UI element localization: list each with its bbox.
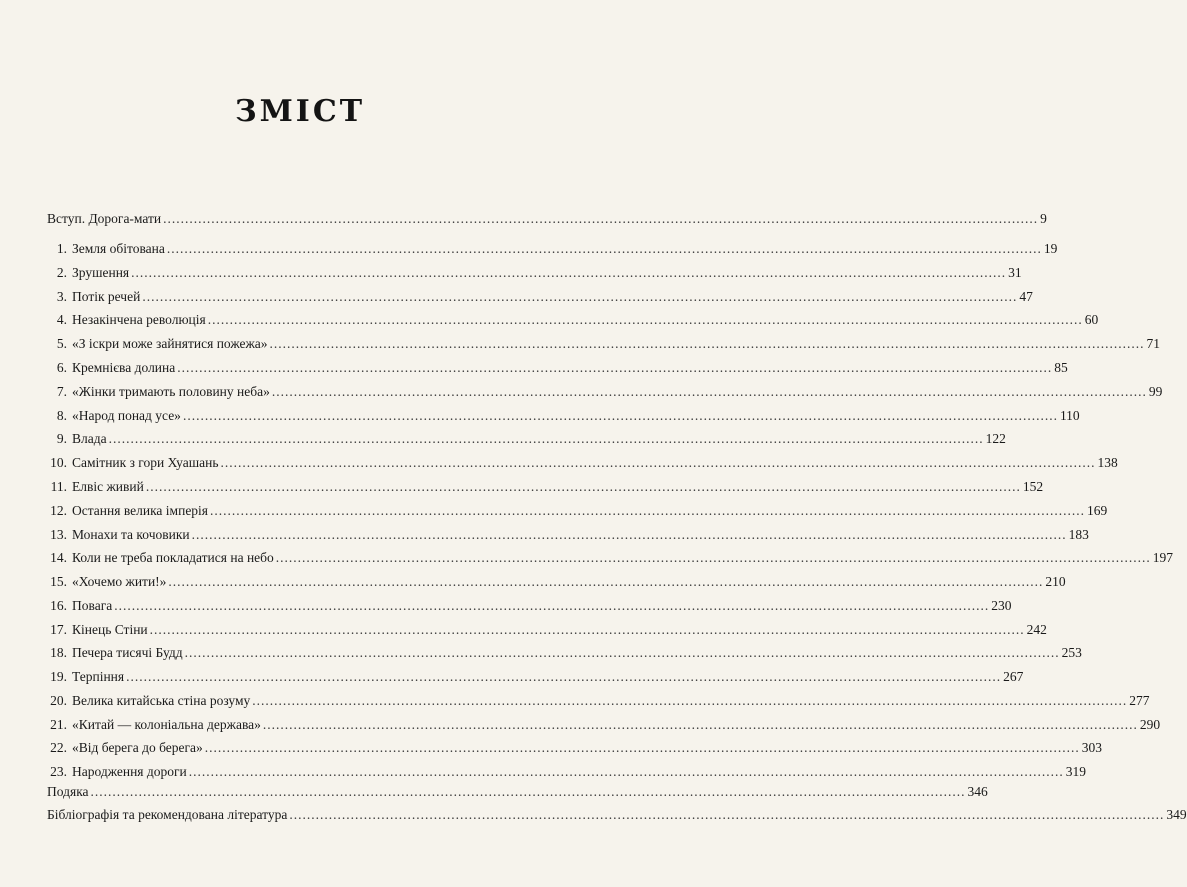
- toc-entry-line: [72, 666, 1024, 688]
- toc-entry-page: 197: [1152, 550, 1174, 565]
- toc-entry-line: [72, 262, 1022, 284]
- toc-entry-line: [72, 357, 1068, 379]
- toc-leader-dots: ........................................................................................................................................................................................................: [204, 740, 1080, 755]
- toc-entry-title: Остання велика імперія: [72, 503, 209, 518]
- toc-entry: [0, 690, 1150, 712]
- toc-leader-dots: ........................................................................................................................................................................................................: [184, 645, 1060, 660]
- toc-entry-title: «Китай — колоніальна держава»: [72, 717, 261, 732]
- toc-entry-page: 99: [1148, 384, 1163, 399]
- toc-entry-page: 31: [1008, 265, 1022, 280]
- toc-leader-dots: ........................................................................................................................................................................................................: [108, 431, 984, 446]
- toc-entry-title: Вступ. Дорога-мати: [47, 211, 162, 226]
- toc-entry: [0, 452, 1118, 474]
- toc-entry: [0, 619, 1047, 641]
- toc-leader-dots: ........................................................................................................................................................................................................: [168, 574, 1044, 589]
- toc-leader-dots: ........................................................................................................................................................................................................: [275, 550, 1151, 565]
- toc-entry-page: 19: [1043, 241, 1058, 256]
- toc-entry-page: 110: [1059, 408, 1080, 423]
- toc-entry-number: 1.: [56, 241, 67, 256]
- toc-entry-page: 169: [1087, 503, 1108, 518]
- toc-entry: [0, 804, 1187, 826]
- toc-entry-number: 10.: [50, 455, 67, 470]
- toc-entry-page: 303: [1081, 740, 1103, 755]
- toc-entry-number: 12.: [50, 503, 67, 518]
- toc-entry-line: [72, 737, 1103, 759]
- toc-entry: [0, 781, 988, 803]
- toc-entry: [0, 405, 1080, 427]
- toc-leader-dots: ........................................................................................................................................................................................................: [114, 598, 990, 613]
- toc-entry-number: 20.: [50, 693, 67, 708]
- toc-entry-title: «Хочемо жити!»: [72, 574, 167, 589]
- toc-entry-number: 21.: [50, 717, 67, 732]
- toc-entry-title: Влада: [72, 431, 107, 446]
- toc-entry-title: Повага: [72, 598, 113, 613]
- toc-entry-number: 17.: [50, 622, 67, 637]
- toc-leader-dots: ........................................................................................................................................................................................................: [269, 336, 1145, 351]
- toc-entry-line: [72, 714, 1161, 736]
- toc-entry-number: 18.: [50, 645, 67, 660]
- toc-entry-line: [72, 619, 1047, 641]
- toc-entry: [0, 666, 1024, 688]
- toc-entry-page: 85: [1054, 360, 1068, 375]
- toc-entry-title: Земля обітована: [72, 241, 165, 256]
- toc-entry-number: 11.: [50, 479, 67, 494]
- toc-entry: [0, 595, 1012, 617]
- toc-entry-title: «З іскри може зайнятися пожежа»: [72, 336, 268, 351]
- toc-entry-title: Кінець Стіни: [72, 622, 148, 637]
- toc-entry-page: 210: [1045, 574, 1066, 589]
- toc-entry: [0, 547, 1174, 569]
- toc-entry-title: «Народ понад усе»: [72, 408, 181, 423]
- toc-entry: [0, 262, 1022, 284]
- toc-leader-dots: ........................................................................................................................................................................................................: [182, 408, 1058, 423]
- toc-entry: [0, 238, 1058, 260]
- toc-leader-dots: ........................................................................................................................................................................................................: [188, 764, 1064, 779]
- toc-entry-title: Велика китайська стіна розуму: [72, 693, 251, 708]
- page-title: ЗМІСТ: [234, 94, 366, 129]
- toc-entry-number: 3.: [56, 289, 67, 304]
- toc-entry-line: [72, 524, 1089, 546]
- toc-leader-dots: ........................................................................................................................................................................................................: [289, 807, 1165, 822]
- toc-entry: [0, 309, 1099, 331]
- toc-leader-dots: ........................................................................................................................................................................................................: [163, 211, 1039, 226]
- toc-entry-number: 2.: [56, 265, 67, 280]
- toc-entry: [0, 428, 1006, 450]
- toc-entry-page: 267: [1003, 669, 1024, 684]
- toc-entry-number: 9.: [56, 431, 67, 446]
- toc-entry-page: 71: [1146, 336, 1161, 351]
- toc-entry-page: 349: [1166, 807, 1187, 822]
- toc-entry-number: 15.: [50, 574, 67, 589]
- toc-entry-line: [72, 238, 1058, 260]
- toc-entry-page: 253: [1061, 645, 1082, 660]
- toc-leader-dots: ........................................................................................................................................................................................................: [90, 784, 966, 799]
- toc-entry-number: 13.: [50, 527, 67, 542]
- toc-entry-line: [72, 309, 1099, 331]
- toc-entry-page: 9: [1040, 211, 1047, 226]
- toc-entry-line: [47, 208, 1047, 230]
- toc-entry: [0, 381, 1163, 403]
- toc-entry: [0, 333, 1161, 355]
- toc-entry-line: [72, 642, 1082, 664]
- toc-leader-dots: ........................................................................................................................................................................................................: [126, 669, 1002, 684]
- toc-entry: [0, 208, 1047, 230]
- toc-leader-dots: ........................................................................................................................................................................................................: [142, 289, 1018, 304]
- toc-leader-dots: ........................................................................................................................................................................................................: [252, 693, 1128, 708]
- toc-entry-line: [72, 500, 1108, 522]
- toc-entry: [0, 286, 1033, 308]
- toc-entry-number: 5.: [56, 336, 67, 351]
- toc-leader-dots: ........................................................................................................................................................................................................: [210, 503, 1086, 518]
- toc-entry-number: 23.: [50, 764, 67, 779]
- toc-entry-title: «Жінки тримають половину неба»: [72, 384, 270, 399]
- toc-entry-number: 4.: [56, 312, 67, 327]
- toc-entry-title: Елвіс живий: [72, 479, 144, 494]
- toc-entry-title: Зрушення: [72, 265, 130, 280]
- toc-entry-line: [47, 781, 988, 803]
- toc-entry-number: 8.: [56, 408, 67, 423]
- toc-entry-title: Печера тисячі Будд: [72, 645, 183, 660]
- toc-entry-page: 152: [1022, 479, 1044, 494]
- toc-leader-dots: ........................................................................................................................................................................................................: [191, 527, 1067, 542]
- toc-entry-line: [72, 381, 1163, 403]
- toc-leader-dots: ........................................................................................................................................................................................................: [177, 360, 1053, 375]
- toc-entry-line: [72, 690, 1150, 712]
- toc-entry-title: Кремнієва долина: [72, 360, 176, 375]
- toc-entry-page: 230: [991, 598, 1012, 613]
- toc-entry-title: Терпіння: [72, 669, 125, 684]
- toc-entry-page: 277: [1129, 693, 1150, 708]
- toc-entry-page: 122: [985, 431, 1006, 446]
- toc-entry: [0, 524, 1089, 546]
- toc-entry: [0, 476, 1044, 498]
- toc-leader-dots: ........................................................................................................................................................................................................: [262, 717, 1138, 732]
- toc-entry-number: 22.: [50, 740, 67, 755]
- toc-entry-number: 6.: [56, 360, 67, 375]
- toc-entry-title: Самітник з гори Хуашань: [72, 455, 219, 470]
- toc-entry-number: 7.: [56, 384, 67, 399]
- toc-entry-line: [72, 286, 1033, 308]
- toc-entry-number: 14.: [50, 550, 67, 565]
- toc-entry-title: Незакінчена революція: [72, 312, 206, 327]
- toc-entry-page: 60: [1084, 312, 1099, 327]
- toc-entry-number: 16.: [50, 598, 67, 613]
- toc-entry: [0, 357, 1068, 379]
- toc-entry-line: [47, 804, 1187, 826]
- toc-entry: [0, 761, 1087, 783]
- toc-entry-line: [72, 595, 1012, 617]
- toc-entry-title: «Від берега до берега»: [72, 740, 203, 755]
- toc-leader-dots: ........................................................................................................................................................................................................: [220, 455, 1096, 470]
- toc-entry-line: [72, 761, 1087, 783]
- toc-entry: [0, 642, 1082, 664]
- toc-entry-line: [72, 547, 1174, 569]
- toc-leader-dots: ........................................................................................................................................................................................................: [166, 241, 1042, 256]
- toc-entry: [0, 737, 1103, 759]
- toc-entry-line: [72, 333, 1161, 355]
- toc-entry-page: 290: [1139, 717, 1161, 732]
- toc-entry-title: Коли не треба покладатися на небо: [72, 550, 274, 565]
- toc-entry-line: [72, 571, 1066, 593]
- toc-entry-line: [72, 476, 1044, 498]
- toc-entry-title: Монахи та кочовики: [72, 527, 190, 542]
- toc-entry-page: 183: [1068, 527, 1089, 542]
- toc-entry: [0, 571, 1066, 593]
- toc-entry-line: [72, 452, 1118, 474]
- toc-entry: [0, 714, 1161, 736]
- toc-entry-page: 319: [1065, 764, 1087, 779]
- toc-entry-page: 346: [967, 784, 988, 799]
- toc-entry-title: Народження дороги: [72, 764, 187, 779]
- toc-entry-page: 47: [1019, 289, 1033, 304]
- toc-entry-page: 242: [1026, 622, 1047, 637]
- toc-entry-title: Бібліографія та рекомендована література: [47, 807, 288, 822]
- toc-entry-title: Потік речей: [72, 289, 141, 304]
- toc-leader-dots: ........................................................................................................................................................................................................: [131, 265, 1007, 280]
- toc-leader-dots: ........................................................................................................................................................................................................: [271, 384, 1147, 399]
- toc-leader-dots: ........................................................................................................................................................................................................: [149, 622, 1025, 637]
- toc-entry-page: 138: [1097, 455, 1118, 470]
- toc-entry-title: Подяка: [47, 784, 89, 799]
- toc-entry-number: 19.: [50, 669, 67, 684]
- toc-entry-line: [72, 428, 1006, 450]
- toc-leader-dots: ........................................................................................................................................................................................................: [207, 312, 1083, 327]
- toc-leader-dots: ........................................................................................................................................................................................................: [145, 479, 1021, 494]
- toc-entry: [0, 500, 1108, 522]
- toc-entry-line: [72, 405, 1080, 427]
